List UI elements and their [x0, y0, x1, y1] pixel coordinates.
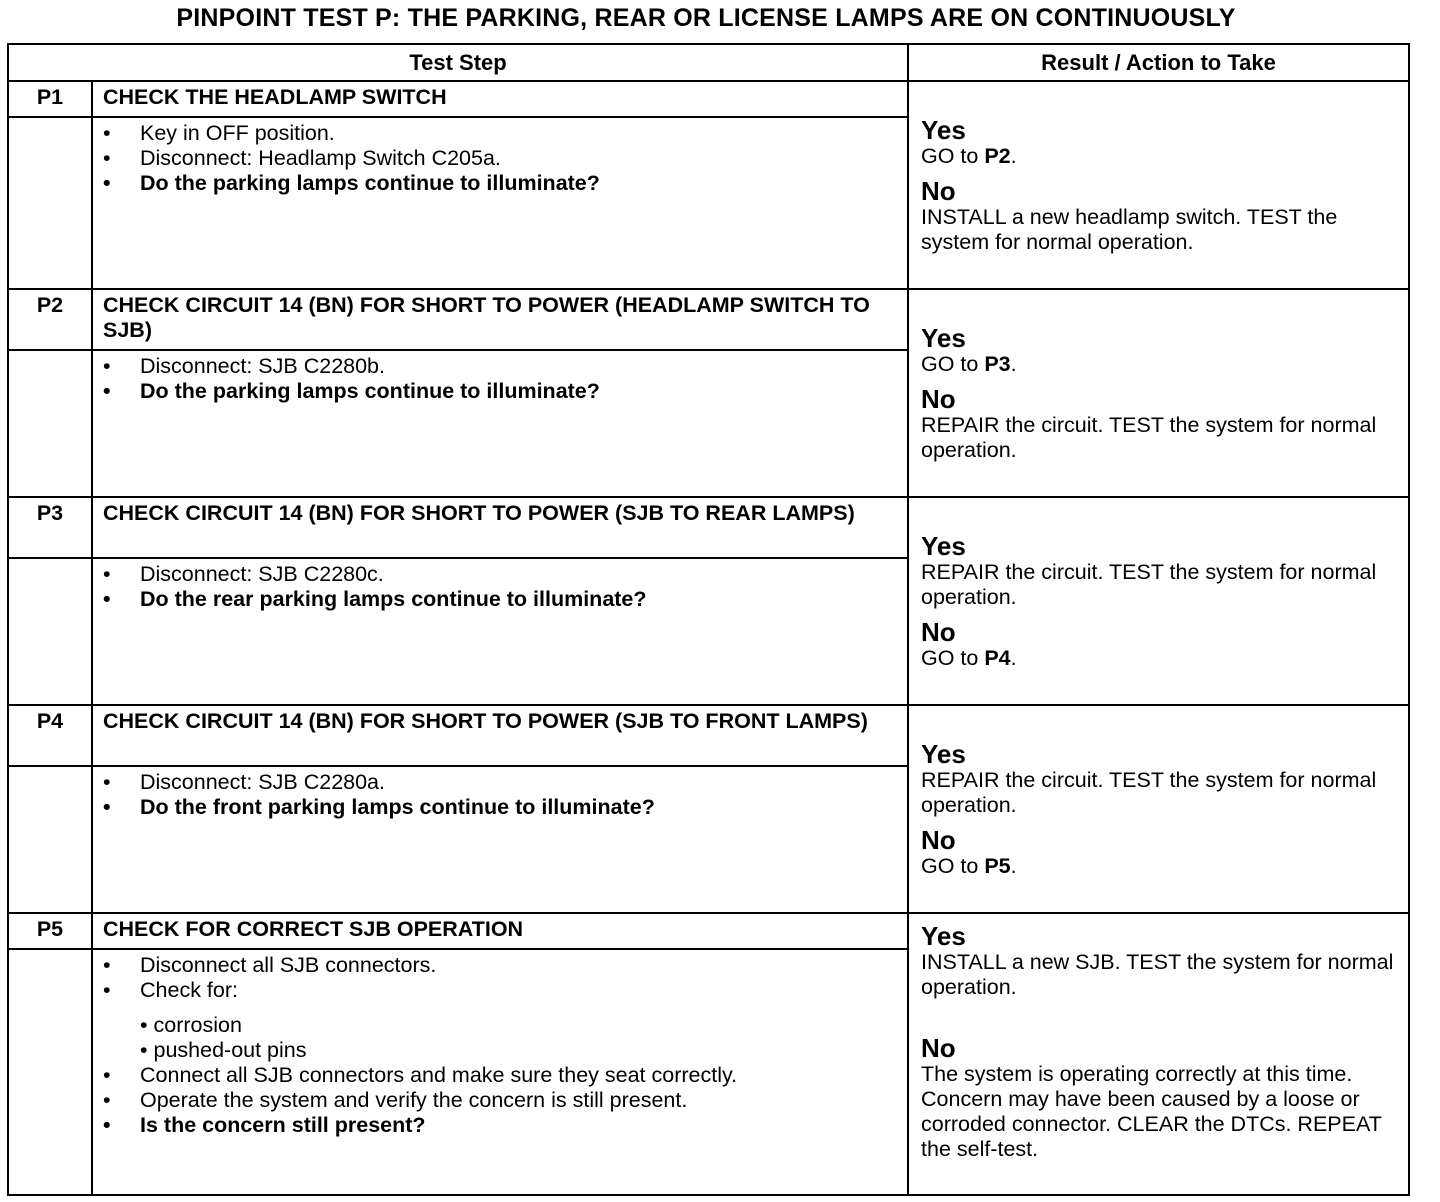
- step-heading-row: [8, 913, 1409, 949]
- step-result: [908, 913, 1409, 1195]
- step-id: P1: [8, 81, 92, 117]
- step-id-spacer: [8, 766, 92, 913]
- step-body: [92, 949, 908, 1195]
- no-label: No: [921, 824, 956, 855]
- yes-block: [921, 922, 1402, 1000]
- yes-block: [921, 532, 1402, 610]
- step-question: • Do the rear parking lamps continue to illuminate?: [103, 587, 897, 612]
- step-body: [92, 117, 908, 289]
- step-heading-row: [8, 81, 1409, 117]
- yes-action: INSTALL a new SJB. TEST the system for normal operation.: [921, 950, 1394, 999]
- yes-label: Yes: [921, 921, 966, 951]
- step-heading: CHECK CIRCUIT 14 (BN) FOR SHORT TO POWER (SJB TO REAR LAMPS): [92, 497, 908, 558]
- step-id-spacer: [8, 350, 92, 497]
- step-id: P3: [8, 497, 92, 558]
- no-label: No: [921, 616, 956, 647]
- result-header: Result / Action to Take: [908, 44, 1409, 81]
- step-item: • Operate the system and verify the concern is still present.: [103, 1088, 897, 1113]
- yes-action: GO to P3.: [921, 351, 1017, 376]
- no-block: [921, 385, 1402, 463]
- test-step-header: Test Step: [8, 44, 908, 81]
- step-id: P5: [8, 913, 92, 949]
- no-action: GO to P5.: [921, 853, 1017, 878]
- pinpoint-test-table: [7, 43, 1410, 1196]
- step-body: [92, 350, 908, 497]
- step-item: • Disconnect: SJB C2280a.: [103, 770, 897, 795]
- step-id-spacer: [8, 558, 92, 705]
- step-result: [908, 705, 1409, 913]
- step-heading-row: [8, 705, 1409, 766]
- header-row: [8, 44, 1409, 81]
- step-heading-row: [8, 289, 1409, 350]
- step-item: • Disconnect: Headlamp Switch C205a.: [103, 146, 897, 171]
- step-result: [908, 81, 1409, 289]
- step-body: [92, 558, 908, 705]
- yes-action: REPAIR the circuit. TEST the system for normal operation.: [921, 767, 1377, 817]
- step-heading-row: [8, 497, 1409, 558]
- step-id-spacer: [8, 949, 92, 1195]
- step-item: • Disconnect all SJB connectors.: [103, 953, 897, 978]
- no-block: [921, 1034, 1402, 1162]
- step-item: • Key in OFF position.: [103, 121, 897, 146]
- yes-label: Yes: [921, 738, 966, 769]
- step-item-text: Check for:: [140, 978, 238, 1002]
- step-id: P2: [8, 289, 92, 350]
- yes-block: [921, 116, 1402, 169]
- step-item: • Disconnect: SJB C2280b.: [103, 354, 897, 379]
- sub-item: • pushed-out pins: [140, 1038, 307, 1062]
- step-result: [908, 289, 1409, 497]
- no-block: [921, 826, 1402, 879]
- step-item: [103, 978, 897, 1063]
- no-block: [921, 177, 1402, 255]
- step-id-spacer: [8, 117, 92, 289]
- no-label: No: [921, 1033, 956, 1063]
- yes-label: Yes: [921, 114, 966, 145]
- step-body: [92, 766, 908, 913]
- no-action: GO to P4.: [921, 645, 1017, 670]
- step-heading: CHECK CIRCUIT 14 (BN) FOR SHORT TO POWER (SJB TO FRONT LAMPS): [92, 705, 908, 766]
- step-item: • Connect all SJB connectors and make sure they seat correctly.: [103, 1063, 897, 1088]
- page-title: PINPOINT TEST P: THE PARKING, REAR OR LICENSE LAMPS ARE ON CONTINUOUSLY: [176, 4, 1236, 32]
- step-question: • Do the parking lamps continue to illuminate?: [103, 379, 897, 404]
- step-heading: CHECK FOR CORRECT SJB OPERATION: [92, 913, 908, 949]
- no-block: [921, 618, 1402, 671]
- yes-block: [921, 324, 1402, 377]
- no-action: The system is operating correctly at this time. Concern may have been caused by a loose or corroded connector. CLEAR the DTCs. REPEAT the self-test.: [921, 1062, 1382, 1161]
- yes-label: Yes: [921, 322, 966, 353]
- yes-label: Yes: [921, 530, 966, 561]
- sub-item: • corrosion: [140, 1013, 242, 1037]
- step-heading: CHECK CIRCUIT 14 (BN) FOR SHORT TO POWER (HEADLAMP SWITCH TO SJB): [92, 289, 908, 350]
- step-heading: CHECK THE HEADLAMP SWITCH: [92, 81, 908, 117]
- step-question: • Do the parking lamps continue to illuminate?: [103, 171, 897, 196]
- yes-action: REPAIR the circuit. TEST the system for normal operation.: [921, 559, 1377, 609]
- no-label: No: [921, 383, 956, 414]
- step-result: [908, 497, 1409, 705]
- step-item: • Disconnect: SJB C2280c.: [103, 562, 897, 587]
- yes-action: GO to P2.: [921, 143, 1017, 168]
- step-question: • Do the front parking lamps continue to illuminate?: [103, 795, 897, 820]
- no-label: No: [921, 175, 956, 206]
- step-id: P4: [8, 705, 92, 766]
- yes-block: [921, 740, 1402, 818]
- no-action: INSTALL a new headlamp switch. TEST the system for normal operation.: [921, 204, 1338, 254]
- no-action: REPAIR the circuit. TEST the system for normal operation.: [921, 412, 1377, 462]
- step-question: • Is the concern still present?: [103, 1113, 897, 1138]
